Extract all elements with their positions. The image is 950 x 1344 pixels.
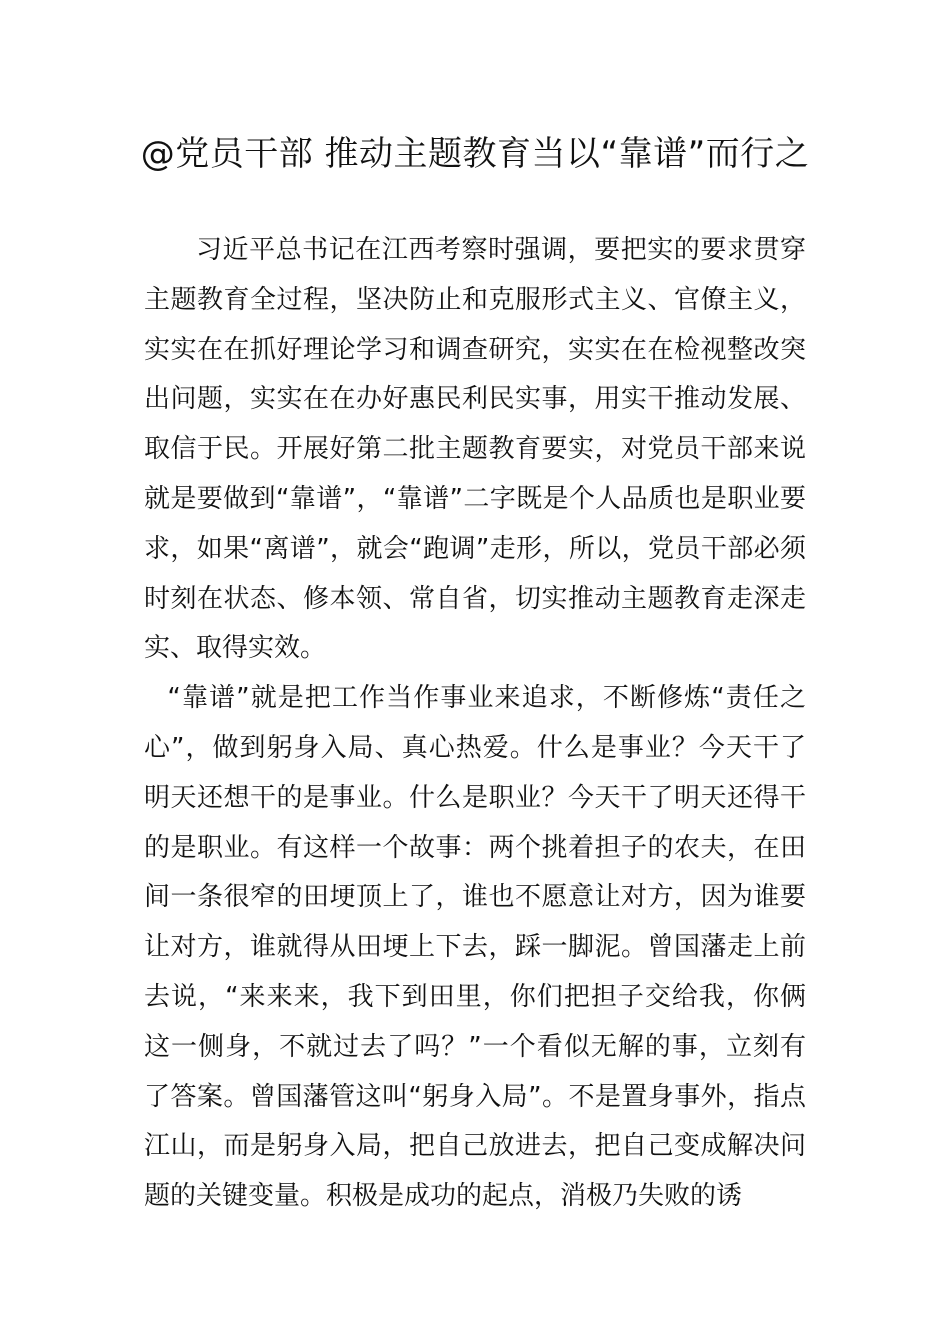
body-paragraph: “靠谱”就是把工作当作事业来追求，不断修炼“责任之心”，做到躬身入局、真心热爱。什么是事业？今天干了明天还想干的是事业。什么是职业？今天干了明天还得干的是职业。有这样一个故事：两个挑着担子的农夫，在田间一条很窄的田埂顶上了，谁也不愿意让对方，因为谁要让对方，谁就得从田埂上下去，踩一脚泥。曾国藩走上前去说，“来来来，我下到田里，你们把担子交给我，你俩这一侧身，不就过去了吗？”一个看似无解的事，立刻有了答案。曾国藩管这叫“躬身入局”。不是置身事外，指点江山，而是躬身入局，把自己放进去，把自己变成解决问题的关键变量。积极是成功的起点，消极乃失败的诱 — [144, 683, 806, 1212]
body-paragraph: 习近平总书记在江西考察时强调，要把实的要求贯穿主题教育全过程，坚决防止和克服形式主义、官僚主义，实实在在抓好理论学习和调查研究，实实在在检视整改突出问题，实实在在办好惠民利民实事，用实干推动发展、取信于民。开展好第二批主题教育要实，对党员干部来说就是要做到“靠谱”，“靠谱”二字既是个人品质也是职业要求，如果“离谱”，就会“跑调”走形，所以，党员干部必须时刻在状态、修本领、常自省，切实推动主题教育走深走实、取得实效。 — [144, 235, 806, 664]
document-body — [144, 226, 806, 1222]
document-title: @党员干部 推动主题教育当以“靠谱”而行之 — [140, 134, 810, 174]
